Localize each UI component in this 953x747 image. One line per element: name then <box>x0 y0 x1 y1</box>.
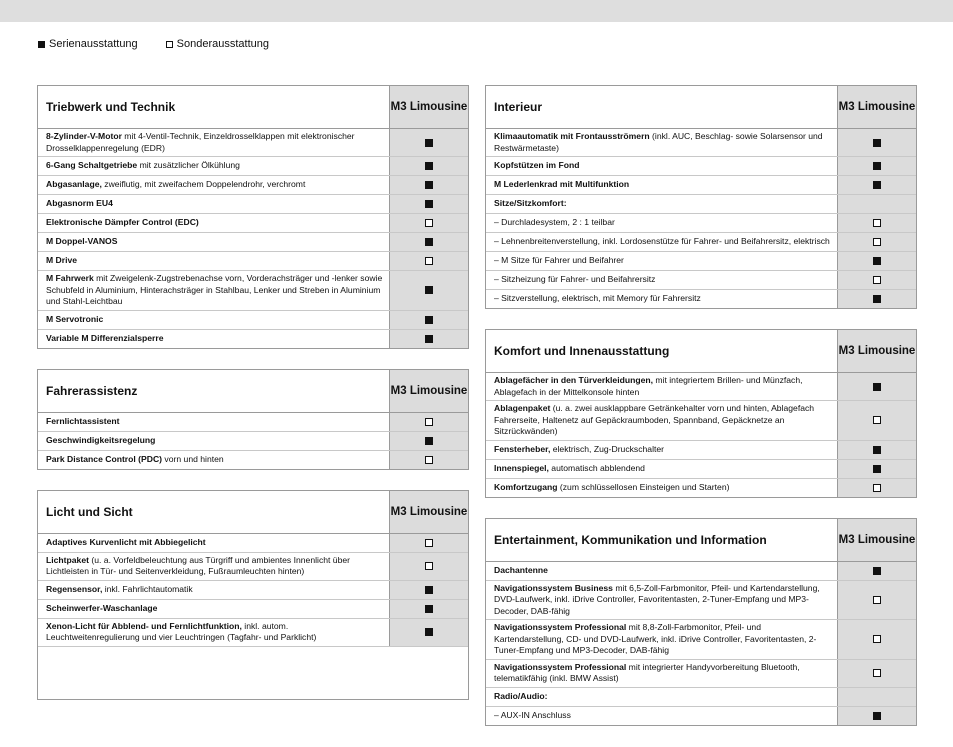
empty-area <box>38 647 468 699</box>
top-bar <box>0 0 953 22</box>
feature-description: (u. a. zwei ausklappbare Getränkehalter vorn und hinten, Ablagefach Fahrerseite, Haltenetz auf Gepäckraumboden, Spannband, Gepäcknetze an Sitzrückwänden) <box>494 403 815 436</box>
availability-cell <box>837 195 916 213</box>
empty-square-icon <box>873 276 881 284</box>
availability-cell <box>837 401 916 440</box>
feature-name: Abgasnorm EU4 <box>46 198 113 209</box>
availability-cell <box>837 176 916 194</box>
feature-cell <box>38 233 389 251</box>
availability-cell <box>389 619 468 646</box>
table-row <box>38 330 468 348</box>
feature-cell <box>38 534 389 552</box>
feature-name: Park Distance Control (PDC) <box>46 453 163 464</box>
filled-square-icon <box>873 295 881 303</box>
availability-cell <box>837 479 916 497</box>
filled-square-icon <box>425 628 433 636</box>
table-triebwerk-und-technik <box>37 85 469 349</box>
feature-cell <box>486 660 837 687</box>
feature-name: Variable M Differenzialsperre <box>46 332 164 343</box>
filled-square-icon <box>873 257 881 265</box>
table-row <box>486 252 916 271</box>
availability-cell <box>837 688 916 706</box>
availability-cell <box>837 252 916 270</box>
empty-square-icon <box>873 238 881 246</box>
table-komfort-und-innenausstattung <box>485 329 917 498</box>
feature-name: Klimaautomatik mit Frontausströmern <box>494 131 650 141</box>
feature-name: Navigationssystem Professional <box>494 661 627 672</box>
table-row <box>38 129 468 157</box>
feature-description: inkl. Fahrlichtautomatik <box>102 583 193 594</box>
left-column <box>37 85 469 708</box>
feature-description: inkl. autom. Leuchtweitenregulierung und vier Leuchtringen (Tagfahr- und Parklicht) <box>46 620 317 642</box>
legend <box>38 38 269 50</box>
feature-name: Radio/Audio: <box>494 690 548 701</box>
table-row <box>38 176 468 195</box>
feature-cell <box>486 271 837 289</box>
table-row <box>486 460 916 479</box>
table-row <box>486 195 916 214</box>
feature-cell <box>486 441 837 459</box>
feature-cell <box>38 553 389 580</box>
feature-cell <box>38 214 389 232</box>
model-column-header: M3 Limousine <box>389 491 468 533</box>
feature-name: M Fahrwerk <box>46 273 94 283</box>
feature-cell <box>38 195 389 213</box>
table-header <box>486 330 916 373</box>
model-column-header: M3 Limousine <box>837 86 916 128</box>
feature-name: Scheinwerfer-Waschanlage <box>46 602 158 613</box>
availability-cell <box>389 432 468 450</box>
empty-square-icon <box>425 562 433 570</box>
availability-cell <box>389 581 468 599</box>
feature-name: M Servotronic <box>46 313 104 324</box>
empty-square-icon <box>873 484 881 492</box>
feature-description: mit integrierter Handyvorbereitung Bluetooth, telematikfähig (inkl. BMW Assist) <box>494 661 800 683</box>
feature-name: Lichtpaket <box>46 554 89 565</box>
legend-optional <box>166 38 269 50</box>
table-header <box>486 86 916 129</box>
filled-square-icon <box>873 139 881 147</box>
availability-cell <box>389 413 468 431</box>
right-column <box>485 85 917 734</box>
table-row <box>486 620 916 660</box>
feature-description: – Sitzheizung für Fahrer- und Beifahrersitz <box>494 274 656 285</box>
table-row <box>38 619 468 647</box>
table-row <box>486 479 916 497</box>
availability-cell <box>389 129 468 156</box>
availability-cell <box>389 157 468 175</box>
feature-name: M Lederlenkrad mit Multifunktion <box>494 179 630 190</box>
empty-square-icon <box>873 596 881 604</box>
availability-cell <box>837 373 916 400</box>
feature-description: – AUX-IN Anschluss <box>494 709 571 720</box>
table-row <box>486 157 916 176</box>
table-header <box>486 519 916 562</box>
table-row <box>38 195 468 214</box>
section-title: Licht und Sicht <box>46 504 133 519</box>
filled-square-icon <box>873 162 881 170</box>
feature-cell <box>486 401 837 440</box>
feature-cell <box>38 129 389 156</box>
feature-cell <box>486 581 837 620</box>
table-row <box>486 707 916 725</box>
feature-cell <box>38 413 389 431</box>
filled-square-icon <box>425 335 433 343</box>
feature-description: mit zusätzlicher Ölkühlung <box>137 160 240 171</box>
feature-name: 8-Zylinder-V-Motor <box>46 131 122 141</box>
availability-cell <box>837 214 916 232</box>
availability-cell <box>837 660 916 687</box>
feature-description: vorn und hinten <box>162 453 224 464</box>
availability-cell <box>837 460 916 478</box>
section-title: Fahrerassistenz <box>46 383 138 398</box>
empty-square-icon <box>425 539 433 547</box>
legend-standard-label: Serienausstattung <box>49 38 138 50</box>
filled-square-icon <box>873 465 881 473</box>
feature-name: Komfortzugang <box>494 481 558 492</box>
feature-description: – Sitzverstellung, elektrisch, mit Memory für Fahrersitz <box>494 293 701 304</box>
feature-name: Sitze/Sitzkomfort: <box>494 198 567 209</box>
empty-square-icon <box>873 669 881 677</box>
feature-cell <box>38 271 389 310</box>
feature-description: (u. a. Vorfeldbeleuchtung aus Türgriff und ambientes Innenlicht über Lichtleisten in Tür- und Seitenverkleidung, Fußraumleuchten hinten) <box>46 554 350 576</box>
table-row <box>38 311 468 330</box>
feature-cell <box>38 252 389 270</box>
table-row <box>486 373 916 401</box>
empty-square-icon <box>425 418 433 426</box>
table-row <box>486 129 916 157</box>
table-row <box>486 688 916 707</box>
table-row <box>38 233 468 252</box>
feature-cell <box>486 195 837 213</box>
availability-cell <box>389 553 468 580</box>
feature-name: Abgasanlage, <box>46 179 102 190</box>
filled-square-icon <box>425 162 433 170</box>
availability-cell <box>389 311 468 329</box>
feature-cell <box>486 373 837 400</box>
feature-cell <box>486 252 837 270</box>
table-row <box>38 252 468 271</box>
table-row <box>486 290 916 308</box>
table-row <box>486 660 916 688</box>
table-row <box>486 271 916 290</box>
feature-cell <box>38 451 389 469</box>
availability-cell <box>837 157 916 175</box>
model-column-header: M3 Limousine <box>837 519 916 561</box>
table-fahrerassistenz <box>37 369 469 470</box>
feature-cell <box>486 620 837 659</box>
feature-name: Ablagefächer in den Türverkleidungen, <box>494 375 654 385</box>
table-header <box>38 491 468 534</box>
feature-cell <box>38 176 389 194</box>
filled-square-icon <box>873 712 881 720</box>
filled-square-icon <box>425 605 433 613</box>
feature-description: mit 4-Ventil-Technik, Einzeldrosselklappen mit elektronischer Drosselklappenregelung (EDR) <box>46 131 355 153</box>
table-row <box>486 441 916 460</box>
availability-cell <box>837 271 916 289</box>
availability-cell <box>389 214 468 232</box>
model-column-header: M3 Limousine <box>389 370 468 412</box>
empty-square-icon <box>873 219 881 227</box>
availability-cell <box>389 252 468 270</box>
empty-square-icon <box>166 41 173 48</box>
availability-cell <box>389 195 468 213</box>
availability-cell <box>389 233 468 251</box>
feature-cell <box>486 290 837 308</box>
feature-cell <box>486 176 837 194</box>
feature-name: Elektronische Dämpfer Control (EDC) <box>46 217 199 228</box>
feature-name: Navigationssystem Professional <box>494 622 627 632</box>
feature-description: automatisch abblendend <box>548 462 645 473</box>
empty-square-icon <box>425 456 433 464</box>
feature-name: Kopfstützen im Fond <box>494 160 580 171</box>
feature-cell <box>486 129 837 156</box>
table-row <box>486 562 916 581</box>
feature-description: mit Zweigelenk-Zugstrebenachse vorn, Vorderachsträger und -lenker sowie Schubfeld in Aluminium, Hinterachsträger in Stahlbau, Lenker und Streben in Aluminium und Stahl-Leichtbau <box>46 273 383 306</box>
feature-name: Innenspiegel, <box>494 462 549 473</box>
section-title: Komfort und Innenausstattung <box>494 344 670 358</box>
feature-name: M Drive <box>46 255 78 266</box>
section-title: Interieur <box>494 100 543 114</box>
availability-cell <box>389 271 468 310</box>
feature-name: Xenon-Licht für Abblend- und Fernlichtfunktion, <box>46 620 242 631</box>
feature-name: 6-Gang Schaltgetriebe <box>46 160 138 171</box>
table-row <box>38 413 468 432</box>
feature-name: M Doppel-VANOS <box>46 236 118 247</box>
table-row <box>38 271 468 311</box>
availability-cell <box>389 600 468 618</box>
model-column-header: M3 Limousine <box>837 330 916 372</box>
filled-square-icon <box>425 316 433 324</box>
feature-cell <box>486 233 837 251</box>
filled-square-icon <box>873 567 881 575</box>
feature-cell <box>38 157 389 175</box>
feature-cell <box>486 707 837 725</box>
availability-cell <box>389 330 468 348</box>
filled-square-icon <box>425 437 433 445</box>
table-row <box>38 214 468 233</box>
feature-name: Geschwindigkeitsregelung <box>46 434 156 445</box>
feature-cell <box>38 581 389 599</box>
table-header <box>38 86 468 129</box>
filled-square-icon <box>425 200 433 208</box>
table-row <box>38 553 468 581</box>
table-row <box>486 214 916 233</box>
availability-cell <box>837 562 916 580</box>
empty-square-icon <box>425 257 433 265</box>
table-row <box>38 157 468 176</box>
empty-square-icon <box>873 416 881 424</box>
feature-cell <box>486 688 837 706</box>
feature-name: Navigationssystem Business <box>494 582 613 593</box>
feature-cell <box>486 214 837 232</box>
filled-square-icon <box>873 181 881 189</box>
table-row <box>38 432 468 451</box>
table-row <box>38 534 468 553</box>
feature-description: elektrisch, Zug-Druckschalter <box>550 443 665 454</box>
feature-name: Fensterheber, <box>494 443 551 454</box>
empty-square-icon <box>873 635 881 643</box>
filled-square-icon <box>425 238 433 246</box>
table-entertainment-kommunikation-und-information <box>485 518 917 726</box>
availability-cell <box>837 290 916 308</box>
filled-square-icon <box>873 446 881 454</box>
feature-description: – Durchladesystem, 2 : 1 teilbar <box>494 217 615 228</box>
feature-name: Ablagenpaket <box>494 403 551 413</box>
table-row <box>38 451 468 469</box>
feature-cell <box>486 479 837 497</box>
table-licht-und-sicht <box>37 490 469 700</box>
feature-cell <box>38 330 389 348</box>
feature-cell <box>486 460 837 478</box>
table-row <box>486 581 916 621</box>
feature-description: (zum schlüssellosen Einsteigen und Starten) <box>557 481 730 492</box>
availability-cell <box>837 129 916 156</box>
table-header <box>38 370 468 413</box>
feature-cell <box>38 311 389 329</box>
feature-cell <box>486 157 837 175</box>
availability-cell <box>389 534 468 552</box>
filled-square-icon <box>425 286 433 294</box>
feature-name: Regensensor, <box>46 583 103 594</box>
availability-cell <box>837 707 916 725</box>
filled-square-icon <box>425 586 433 594</box>
feature-description: mit integriertem Brillen- und Münzfach, Ablagefach in der Mittelkonsole hinten <box>494 375 803 397</box>
feature-description: – Lehnenbreitenverstellung, inkl. Lordosenstütze für Fahrer- und Beifahrersitz, elektrisch <box>494 236 830 247</box>
filled-square-icon <box>873 383 881 391</box>
feature-description: mit 6,5-Zoll-Farbmonitor, Pfeil- und Kartendarstellung, DVD-Laufwerk, inkl. iDrive Controller, Favoritentasten, 2-Tuner-Empfang und MP3-Decoder, DAB-fähig <box>494 582 820 616</box>
feature-name: Dachantenne <box>494 564 548 575</box>
feature-description: (inkl. AUC, Beschlag- sowie Solarsensor und Restwärmetaste) <box>494 131 823 153</box>
table-row <box>486 176 916 195</box>
feature-description: mit 8,8-Zoll-Farbmonitor, Pfeil- und Kartendarstellung, CD- und DVD-Laufwerk, inkl. iDrive Controller, Favoritentasten, 2-Tuner-Empfang und MP3-Decoder, DAB-fähig <box>494 622 817 655</box>
feature-cell <box>38 600 389 618</box>
filled-square-icon <box>425 181 433 189</box>
feature-cell <box>486 562 837 580</box>
table-interieur <box>485 85 917 309</box>
availability-cell <box>837 581 916 620</box>
feature-description: zweiflutig, mit zweifachem Doppelendrohr, verchromt <box>101 179 306 190</box>
table-row <box>486 233 916 252</box>
availability-cell <box>837 233 916 251</box>
filled-square-icon <box>425 139 433 147</box>
legend-standard <box>38 38 138 50</box>
feature-name: Adaptives Kurvenlicht mit Abbiegelicht <box>46 536 206 547</box>
section-title: Triebwerk und Technik <box>46 100 176 114</box>
availability-cell <box>837 620 916 659</box>
feature-cell <box>38 619 389 646</box>
availability-cell <box>837 441 916 459</box>
availability-cell <box>389 451 468 469</box>
empty-square-icon <box>425 219 433 227</box>
section-title: Entertainment, Kommunikation und Information <box>494 532 767 547</box>
table-row <box>38 600 468 619</box>
feature-description: – M Sitze für Fahrer und Beifahrer <box>494 255 624 266</box>
model-column-header: M3 Limousine <box>389 86 468 128</box>
legend-optional-label: Sonderausstattung <box>176 38 270 50</box>
availability-cell <box>389 176 468 194</box>
table-row <box>38 581 468 600</box>
feature-cell <box>38 432 389 450</box>
table-row <box>486 401 916 441</box>
feature-name: Fernlichtassistent <box>46 415 120 426</box>
filled-square-icon <box>38 41 45 48</box>
